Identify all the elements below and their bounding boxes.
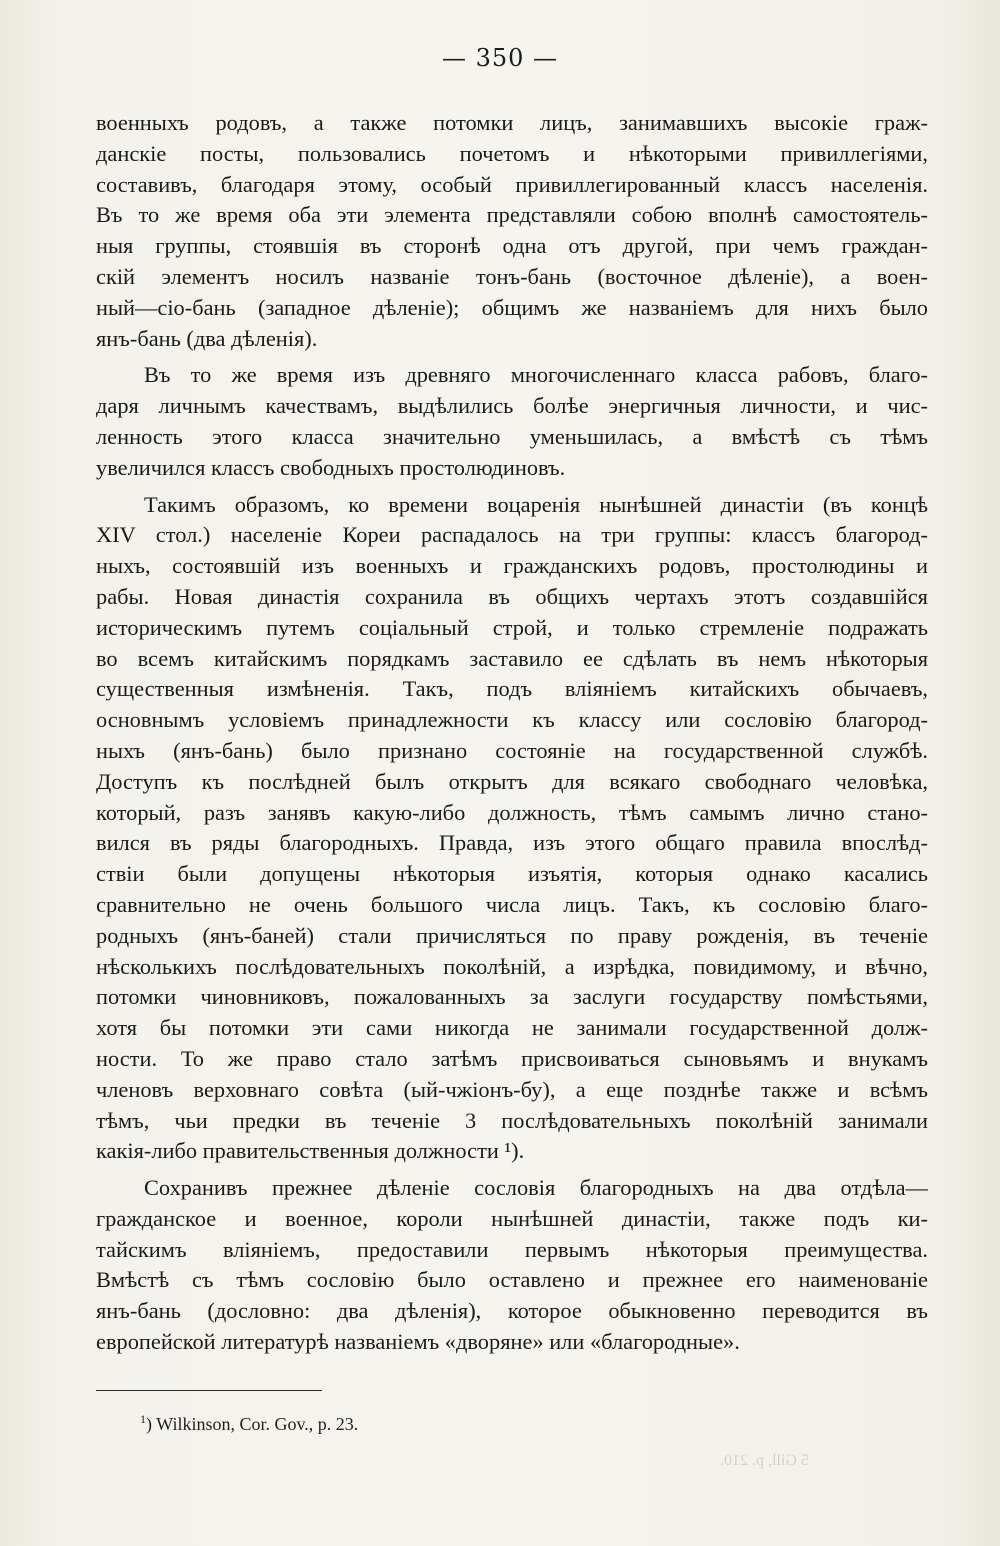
text-line: ныя группы, стоявшія въ сторонѣ одна отъ другой, при чемъ граждан-	[96, 233, 928, 259]
text-line: Вмѣстѣ съ тѣмъ сословію было оставлено и прежнее его наименованіе	[96, 1267, 928, 1293]
text-line: ныхъ (янъ-бань) было признано состояніе на государственной службѣ.	[96, 737, 928, 763]
paragraph	[96, 490, 928, 1168]
text-line: нѣсколькихъ послѣдовательныхъ поколѣній, а изрѣдка, повидимому, и вѣчно,	[96, 953, 928, 979]
text-line: ствіи были допущены нѣкоторыя изъятія, которыя однако касались	[96, 861, 928, 887]
text-line: Сохранивъ прежнее дѣленіе сословія благородныхъ на два отдѣла—	[144, 1175, 928, 1201]
paragraph	[96, 1173, 928, 1358]
text-line: который, разъ занявъ какую-либо должность, тѣмъ самымъ лично стано-	[96, 799, 928, 825]
text-line: тѣмъ, чьи предки въ теченіе 3 послѣдовательныхъ поколѣній занимали	[96, 1107, 928, 1133]
text-line: скій элементъ носилъ названіе тонъ-бань (восточное дѣленіе), а воен-	[96, 263, 928, 289]
text-line: ленность этого класса значительно уменьшилась, а вмѣстѣ съ тѣмъ	[96, 423, 928, 449]
paragraph	[96, 108, 928, 354]
text-line: хотя бы потомки эти сами никогда не занимали государственной долж-	[96, 1015, 928, 1041]
footnote-divider	[96, 1390, 322, 1391]
text-line: рабы. Новая династія сохранила въ общихъ чертахъ этотъ создавшійся	[96, 583, 928, 609]
footnote-marker: 1	[140, 1412, 146, 1426]
text-line: XIV стол.) населеніе Кореи распадалось на три группы: классъ благород-	[96, 522, 928, 548]
text-line: янъ-бань (два дѣленія).	[96, 325, 318, 351]
text-line: гражданское и военное, короли нынѣшней династіи, также подъ ки-	[96, 1205, 928, 1231]
text-line: Доступъ къ послѣдней былъ открытъ для всякаго свободнаго человѣка,	[96, 768, 928, 794]
text-line: сравнительно не очень большого числа лицъ. Такъ, къ сословію благо-	[96, 891, 928, 917]
text-line: потомки чиновниковъ, пожалованныхъ за заслуги государству помѣстьями,	[96, 984, 928, 1010]
text-line: европейской литературѣ названіемъ «дворяне» или «благородные».	[96, 1329, 740, 1355]
paragraph	[96, 360, 928, 483]
footnote	[140, 1412, 358, 1435]
text-line: вился въ ряды благородныхъ. Правда, изъ этого общаго правила впослѣд-	[96, 830, 928, 856]
text-line: существенныя измѣненія. Такъ, подъ вліяніемъ китайскихъ обычаевъ,	[96, 676, 928, 702]
text-line: какія-либо правительственныя должности ¹).	[96, 1138, 525, 1164]
text-line: родныхъ (янъ-баней) стали причисляться по праву рожденія, въ теченіе	[96, 922, 928, 948]
text-line: во всемъ китайскимъ порядкамъ заставило ее сдѣлать въ немъ нѣкоторыя	[96, 645, 928, 671]
body-text	[96, 108, 928, 1358]
text-line: увеличился классъ свободныхъ простолюдиновъ.	[96, 454, 566, 480]
text-line: Въ то же время оба эти элемента представляли собою вполнѣ самостоятель-	[96, 202, 928, 228]
text-line: ности. То же право стало затѣмъ присвоиваться сыновьямъ и внукамъ	[96, 1045, 928, 1071]
text-line: янъ-бань (дословно: два дѣленія), которое обыкновенно переводится въ	[96, 1298, 928, 1324]
text-line: составивъ, благодаря этому, особый привиллегированный классъ населенія.	[96, 171, 928, 197]
text-line: военныхъ родовъ, а также потомки лицъ, занимавшихъ высокіе граж-	[96, 110, 928, 135]
text-line: Такимъ образомъ, ко времени воцаренія нынѣшней династіи (въ концѣ	[144, 491, 928, 517]
text-line: данскіе посты, пользовались почетомъ и нѣкоторыми привиллегіями,	[96, 140, 928, 166]
bleed-through-text: 5 Gill, p. 210.	[720, 1452, 809, 1469]
text-line: основнымъ условіемъ принадлежности къ классу или сословію благород-	[96, 707, 928, 733]
text-line: историческимъ путемъ соціальный строй, и только стремленіе подражать	[96, 614, 928, 640]
text-line: членовъ верховнаго совѣта (ый-чжіонъ-бу), а еще позднѣе также и всѣмъ	[96, 1076, 928, 1102]
text-line: ный—сіо-бань (западное дѣленіе); общимъ же названіемъ для нихъ было	[96, 294, 928, 320]
text-line: ныхъ, состоявшій изъ военныхъ и гражданскихъ родовъ, простолюдины и	[96, 553, 928, 579]
text-line: даря личнымъ качествамъ, выдѣлились болѣе энергичныя личности, и чис-	[96, 393, 928, 419]
text-line: Въ то же время изъ древняго многочисленнаго класса рабовъ, благо-	[144, 362, 928, 388]
page-number: — 350 —	[441, 44, 559, 72]
footnote-text: ) Wilkinson, Cor. Gov., p. 23.	[146, 1414, 359, 1434]
text-line: тайскимъ вліяніемъ, предоставили первымъ нѣкоторыя преимущества.	[96, 1236, 928, 1262]
